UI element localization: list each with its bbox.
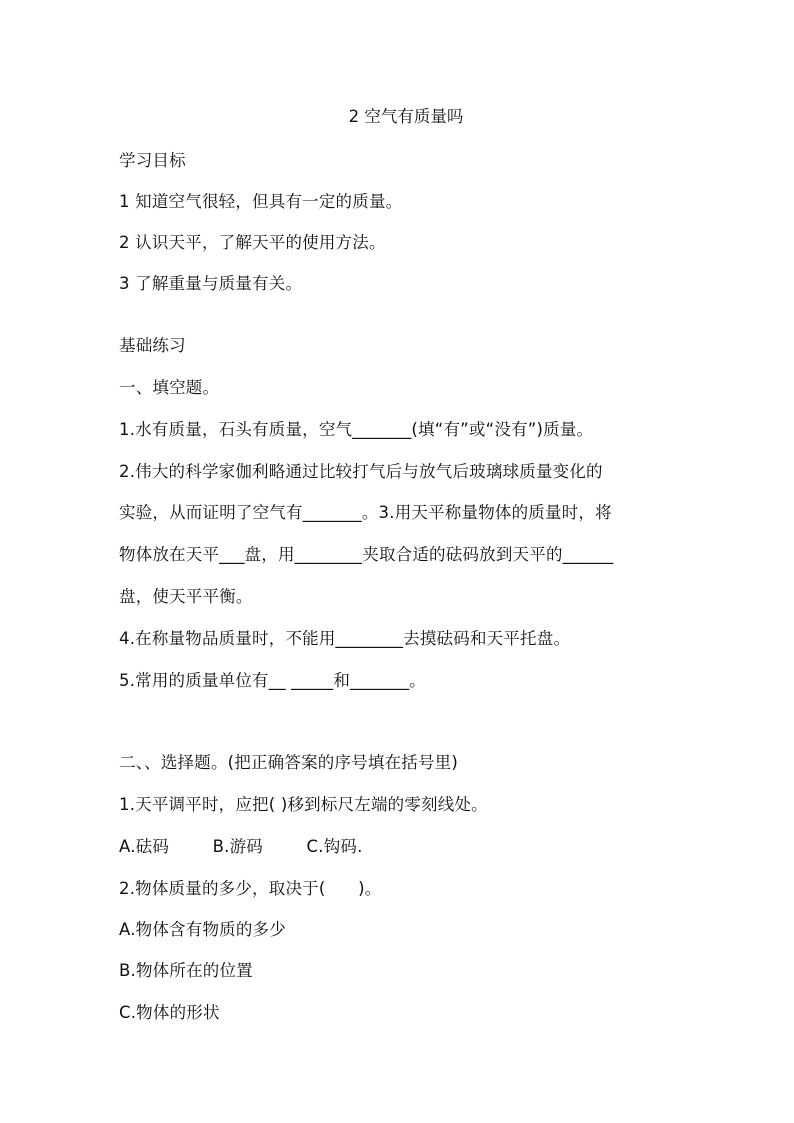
fill-question-3-line-2: 盘，使天平平衡。 [119,587,253,606]
choice-heading: 二、、选择题。(把正确答案的序号填在括号里) [119,753,459,772]
fill-question-1: 1.水有质量，石头有质量，空气_______(填“有”或“没有”)质量。 [119,420,594,439]
choice-question-2: 2.物体质量的多少，取决于( )。 [119,879,382,898]
objectives-heading: 学习目标 [119,151,186,170]
objective-item-1: 1 知道空气很轻，但具有一定的质量。 [119,192,403,211]
fill-question-5: 5.常用的质量单位有__ _____和_______。 [119,671,426,690]
fill-question-2-line-1: 2.伟大的科学家伽利略通过比较打气后与放气后玻璃球质量变化的 [119,462,603,481]
choice-question-2-option-a: A.物体含有物质的多少 [119,920,286,939]
fill-blank-heading: 一、填空题。 [119,378,220,397]
choice-question-1: 1.天平调平时，应把( )移到标尺左端的零刻线处。 [119,795,488,814]
page-title: 2 空气有质量吗 [348,107,464,126]
objective-item-3: 3 了解重量与质量有关。 [119,274,303,293]
choice-question-2-option-b: B.物体所在的位置 [119,961,253,980]
fill-question-3-line-1: 物体放在天平___盘，用________夹取合适的砝码放到天平的______ [119,545,614,564]
choice-question-1-options: A.砝码 B.游码 C.钩码. [119,837,363,856]
choice-question-2-option-c: C.物体的形状 [119,1003,220,1022]
fill-question-4: 4.在称量物品质量时，不能用________去摸砝码和天平托盘。 [119,629,571,648]
basic-practice-heading: 基础练习 [119,336,186,355]
fill-question-2-line-2: 实验，从而证明了空气有_______。3.用天平称量物体的质量时，将 [119,503,612,522]
objective-item-2: 2 认识天平，了解天平的使用方法。 [119,233,386,252]
